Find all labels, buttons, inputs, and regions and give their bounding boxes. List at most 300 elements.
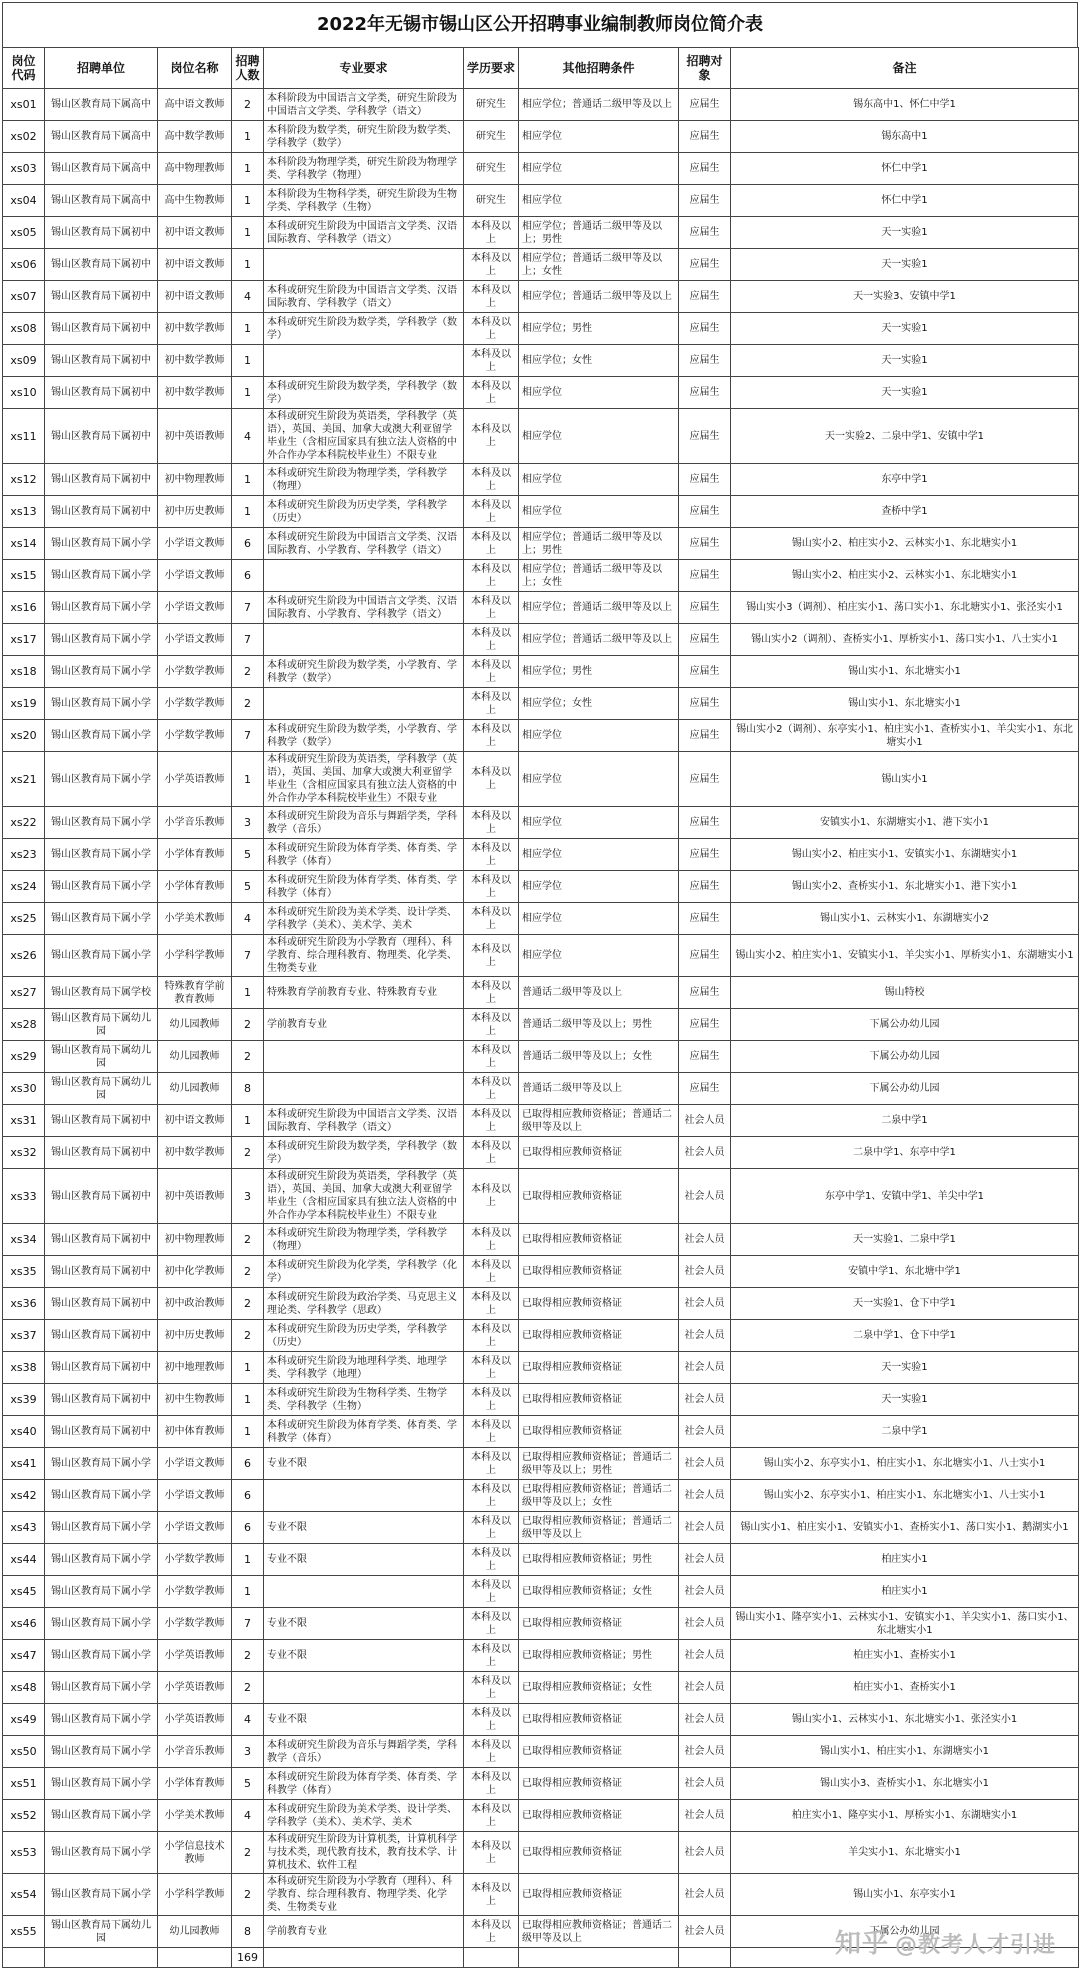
table-row xyxy=(3,281,1079,313)
cell-conditions: 相应学位 xyxy=(519,871,679,903)
cell-conditions: 已取得相应教师资格证 xyxy=(519,1704,679,1736)
cell-code: xs45 xyxy=(3,1576,45,1608)
zhihu-watermark xyxy=(835,1923,1056,1960)
cell-conditions: 已取得相应教师资格证；普通话二级甲等及以上；男性 xyxy=(519,1448,679,1480)
cell-conditions: 已取得相应教师资格证；普通话二级甲等及以上 xyxy=(519,1105,679,1137)
cell-unit: 锡山区教育局下属初中 xyxy=(45,313,158,345)
cell-conditions: 相应学位；普通话二级甲等及以上 xyxy=(519,281,679,313)
cell-target: 社会人员 xyxy=(679,1672,731,1704)
cell-count: 4 xyxy=(232,281,264,313)
cell-count: 7 xyxy=(232,1608,264,1640)
cell-major xyxy=(264,688,464,720)
total-empty-cell xyxy=(158,1948,232,1968)
cell-code: xs12 xyxy=(3,464,45,496)
cell-major: 本科或研究生阶段为美术学类、设计学类、学科教学（美术）、美术学、美术 xyxy=(264,903,464,935)
cell-notes: 怀仁中学1 xyxy=(731,153,1079,185)
cell-target: 社会人员 xyxy=(679,1576,731,1608)
cell-notes: 东亭中学1 xyxy=(731,464,1079,496)
cell-major: 本科或研究生阶段为中国语言文学类、汉语国际教育、小学教育、学科教学（语文） xyxy=(264,528,464,560)
cell-target: 社会人员 xyxy=(679,1169,731,1224)
cell-count: 2 xyxy=(232,1256,264,1288)
cell-code: xs35 xyxy=(3,1256,45,1288)
cell-notes: 下属公办幼儿园 xyxy=(731,1041,1079,1073)
cell-education: 本科及以上 xyxy=(464,249,519,281)
cell-code: xs04 xyxy=(3,185,45,217)
cell-notes: 锡东高中1、怀仁中学1 xyxy=(731,89,1079,121)
cell-major: 本科或研究生阶段为美术学类、设计学类、学科教学（美术）、美术学、美术 xyxy=(264,1800,464,1832)
cell-notes: 羊尖实小1、东北塘实小1 xyxy=(731,1832,1079,1874)
table-row xyxy=(3,1800,1079,1832)
cell-major: 本科或研究生阶段为历史学类，学科教学（历史） xyxy=(264,1320,464,1352)
table-row xyxy=(3,752,1079,807)
cell-education: 本科及以上 xyxy=(464,1224,519,1256)
cell-major: 本科或研究生阶段为数学类，学科教学（数学） xyxy=(264,377,464,409)
cell-conditions: 已取得相应教师资格证；男性 xyxy=(519,1544,679,1576)
cell-count: 1 xyxy=(232,1576,264,1608)
cell-notes: 二泉中学1 xyxy=(731,1416,1079,1448)
cell-major: 专业不限 xyxy=(264,1512,464,1544)
cell-major: 本科或研究生阶段为生物科学类、生物学类、学科教学（生物） xyxy=(264,1384,464,1416)
cell-target: 应届生 xyxy=(679,1041,731,1073)
cell-notes: 锡山实小1、云林实小1、东北塘实小1、张泾实小1 xyxy=(731,1704,1079,1736)
cell-major: 本科阶段为数学类，研究生阶段为数学类、学科教学（数学） xyxy=(264,121,464,153)
cell-target: 应届生 xyxy=(679,377,731,409)
cell-notes: 柏庄实小1、查桥实小1 xyxy=(731,1640,1079,1672)
cell-unit: 锡山区教育局下属小学 xyxy=(45,592,158,624)
cell-conditions: 相应学位 xyxy=(519,121,679,153)
cell-notes: 锡山实小2、柏庄实小2、云林实小1、东北塘实小1 xyxy=(731,560,1079,592)
cell-education: 研究生 xyxy=(464,89,519,121)
cell-education: 本科及以上 xyxy=(464,1800,519,1832)
cell-education: 本科及以上 xyxy=(464,1384,519,1416)
cell-unit: 锡山区教育局下属小学 xyxy=(45,528,158,560)
table-row xyxy=(3,89,1079,121)
cell-target: 应届生 xyxy=(679,1009,731,1041)
cell-position: 小学音乐教师 xyxy=(158,807,232,839)
cell-education: 本科及以上 xyxy=(464,977,519,1009)
cell-count: 5 xyxy=(232,839,264,871)
cell-unit: 锡山区教育局下属初中 xyxy=(45,1169,158,1224)
cell-target: 社会人员 xyxy=(679,1704,731,1736)
cell-position: 初中体育教师 xyxy=(158,1416,232,1448)
cell-code: xs43 xyxy=(3,1512,45,1544)
cell-unit: 锡山区教育局下属小学 xyxy=(45,1544,158,1576)
cell-count: 4 xyxy=(232,1704,264,1736)
cell-notes: 天一实验1 xyxy=(731,345,1079,377)
cell-count: 2 xyxy=(232,1874,264,1916)
cell-count: 2 xyxy=(232,1672,264,1704)
cell-education: 本科及以上 xyxy=(464,871,519,903)
cell-conditions: 相应学位；普通话二级甲等及以上；女性 xyxy=(519,249,679,281)
cell-count: 1 xyxy=(232,153,264,185)
cell-target: 社会人员 xyxy=(679,1800,731,1832)
cell-unit: 锡山区教育局下属小学 xyxy=(45,560,158,592)
cell-conditions: 相应学位；普通话二级甲等及以上；男性 xyxy=(519,217,679,249)
table-row xyxy=(3,1544,1079,1576)
cell-major: 专业不限 xyxy=(264,1544,464,1576)
cell-conditions: 相应学位；普通话二级甲等及以上 xyxy=(519,592,679,624)
cell-notes: 锡山实小1、柏庄实小1、东湖塘实小1 xyxy=(731,1736,1079,1768)
cell-conditions: 已取得相应教师资格证 xyxy=(519,1352,679,1384)
cell-conditions: 已取得相应教师资格证 xyxy=(519,1608,679,1640)
cell-position: 初中语文教师 xyxy=(158,217,232,249)
cell-count: 1 xyxy=(232,1416,264,1448)
cell-count: 6 xyxy=(232,560,264,592)
cell-code: xs18 xyxy=(3,656,45,688)
cell-target: 应届生 xyxy=(679,345,731,377)
cell-count: 2 xyxy=(232,1009,264,1041)
cell-target: 应届生 xyxy=(679,121,731,153)
cell-position: 初中语文教师 xyxy=(158,249,232,281)
cell-position: 初中地理教师 xyxy=(158,1352,232,1384)
cell-count: 1 xyxy=(232,377,264,409)
cell-unit: 锡山区教育局下属初中 xyxy=(45,1256,158,1288)
cell-conditions: 相应学位 xyxy=(519,377,679,409)
cell-code: xs19 xyxy=(3,688,45,720)
cell-position: 小学科学教师 xyxy=(158,935,232,977)
cell-position: 幼儿园教师 xyxy=(158,1009,232,1041)
total-empty-cell xyxy=(519,1948,679,1968)
cell-major: 本科或研究生阶段为小学教育（理科）、科学教育、综合理科教育、物理学类、化学类、生物类专业 xyxy=(264,1874,464,1916)
cell-notes: 锡山实小2、柏庄实小1、安镇实小1、羊尖实小1、厚桥实小1、东湖塘实小1 xyxy=(731,935,1079,977)
table-row xyxy=(3,1736,1079,1768)
cell-major xyxy=(264,1576,464,1608)
cell-notes: 安镇中学1、东北塘中学1 xyxy=(731,1256,1079,1288)
cell-unit: 锡山区教育局下属小学 xyxy=(45,688,158,720)
cell-education: 本科及以上 xyxy=(464,560,519,592)
cell-major: 本科或研究生阶段为中国语言文学类、汉语国际教育、学科教学（语文） xyxy=(264,281,464,313)
cell-code: xs24 xyxy=(3,871,45,903)
cell-conditions: 已取得相应教师资格证；普通话二级甲等及以上；女性 xyxy=(519,1480,679,1512)
cell-major: 学前教育专业 xyxy=(264,1916,464,1948)
cell-major: 本科或研究生阶段为体育学类、体育类、学科教学（体育） xyxy=(264,871,464,903)
cell-position: 小学英语教师 xyxy=(158,1672,232,1704)
cell-target: 应届生 xyxy=(679,752,731,807)
table-row xyxy=(3,313,1079,345)
cell-education: 研究生 xyxy=(464,153,519,185)
watermark-text: @教考人才引进 xyxy=(894,1933,1056,1958)
cell-target: 应届生 xyxy=(679,528,731,560)
cell-major xyxy=(264,1041,464,1073)
cell-unit: 锡山区教育局下属高中 xyxy=(45,121,158,153)
cell-education: 本科及以上 xyxy=(464,1041,519,1073)
cell-education: 本科及以上 xyxy=(464,1105,519,1137)
cell-code: xs13 xyxy=(3,496,45,528)
cell-position: 初中历史教师 xyxy=(158,496,232,528)
cell-major: 专业不限 xyxy=(264,1448,464,1480)
cell-unit: 锡山区教育局下属小学 xyxy=(45,1672,158,1704)
cell-count: 1 xyxy=(232,1105,264,1137)
table-row xyxy=(3,1672,1079,1704)
cell-target: 应届生 xyxy=(679,871,731,903)
cell-major: 特殊教育学前教育专业、特殊教育专业 xyxy=(264,977,464,1009)
table-row xyxy=(3,839,1079,871)
cell-count: 2 xyxy=(232,1640,264,1672)
cell-notes: 柏庄实小1 xyxy=(731,1576,1079,1608)
cell-education: 本科及以上 xyxy=(464,839,519,871)
cell-target: 应届生 xyxy=(679,720,731,752)
cell-target: 社会人员 xyxy=(679,1640,731,1672)
cell-target: 应届生 xyxy=(679,185,731,217)
cell-unit: 锡山区教育局下属小学 xyxy=(45,1576,158,1608)
cell-education: 本科及以上 xyxy=(464,528,519,560)
cell-conditions: 相应学位 xyxy=(519,153,679,185)
cell-education: 本科及以上 xyxy=(464,1169,519,1224)
cell-unit: 锡山区教育局下属小学 xyxy=(45,1448,158,1480)
table-row xyxy=(3,688,1079,720)
cell-code: xs31 xyxy=(3,1105,45,1137)
cell-conditions: 相应学位；普通话二级甲等及以上；女性 xyxy=(519,560,679,592)
cell-count: 7 xyxy=(232,624,264,656)
cell-count: 1 xyxy=(232,496,264,528)
cell-unit: 锡山区教育局下属小学 xyxy=(45,656,158,688)
cell-major: 本科或研究生阶段为中国语言文学类、汉语国际教育、小学教育、学科教学（语文） xyxy=(264,592,464,624)
cell-education: 本科及以上 xyxy=(464,1640,519,1672)
total-count: 169 xyxy=(232,1948,264,1968)
cell-code: xs33 xyxy=(3,1169,45,1224)
table-row xyxy=(3,1768,1079,1800)
cell-count: 1 xyxy=(232,345,264,377)
cell-major xyxy=(264,1672,464,1704)
cell-count: 2 xyxy=(232,1224,264,1256)
cell-count: 8 xyxy=(232,1916,264,1948)
cell-major: 本科或研究生阶段为体育学类、体育类、学科教学（体育） xyxy=(264,1768,464,1800)
cell-education: 本科及以上 xyxy=(464,1320,519,1352)
cell-conditions: 已取得相应教师资格证；普通话二级甲等及以上 xyxy=(519,1916,679,1948)
cell-code: xs37 xyxy=(3,1320,45,1352)
cell-major: 本科或研究生阶段为化学类，学科教学（化学） xyxy=(264,1256,464,1288)
header-position: 岗位名称 xyxy=(158,48,232,89)
cell-target: 社会人员 xyxy=(679,1320,731,1352)
cell-major: 本科或研究生阶段为物理学类，学科教学（物理） xyxy=(264,464,464,496)
cell-unit: 锡山区教育局下属小学 xyxy=(45,935,158,977)
cell-education: 本科及以上 xyxy=(464,688,519,720)
cell-unit: 锡山区教育局下属小学 xyxy=(45,1874,158,1916)
cell-unit: 锡山区教育局下属小学 xyxy=(45,871,158,903)
cell-unit: 锡山区教育局下属初中 xyxy=(45,217,158,249)
cell-education: 本科及以上 xyxy=(464,656,519,688)
cell-target: 应届生 xyxy=(679,839,731,871)
cell-count: 2 xyxy=(232,656,264,688)
cell-education: 本科及以上 xyxy=(464,1916,519,1948)
cell-major: 本科阶段为生物科学类，研究生阶段为生物学类、学科教学（生物） xyxy=(264,185,464,217)
table-row xyxy=(3,1384,1079,1416)
cell-code: xs53 xyxy=(3,1832,45,1874)
cell-code: xs49 xyxy=(3,1704,45,1736)
cell-position: 小学语文教师 xyxy=(158,624,232,656)
zhihu-logo: 知乎 xyxy=(834,1929,889,1959)
cell-unit: 锡山区教育局下属初中 xyxy=(45,1320,158,1352)
cell-education: 本科及以上 xyxy=(464,752,519,807)
cell-notes: 柏庄实小1 xyxy=(731,1544,1079,1576)
document-sheet xyxy=(2,2,1078,1968)
cell-major xyxy=(264,1073,464,1105)
cell-code: xs21 xyxy=(3,752,45,807)
cell-major xyxy=(264,560,464,592)
cell-position: 小学体育教师 xyxy=(158,1768,232,1800)
cell-position: 小学英语教师 xyxy=(158,752,232,807)
cell-target: 应届生 xyxy=(679,1073,731,1105)
cell-code: xs14 xyxy=(3,528,45,560)
cell-unit: 锡山区教育局下属初中 xyxy=(45,464,158,496)
cell-target: 社会人员 xyxy=(679,1874,731,1916)
table-row xyxy=(3,1137,1079,1169)
cell-count: 1 xyxy=(232,313,264,345)
table-row xyxy=(3,464,1079,496)
cell-education: 本科及以上 xyxy=(464,1352,519,1384)
cell-notes: 锡山实小2、查桥实小1、东北塘实小1、港下实小1 xyxy=(731,871,1079,903)
cell-count: 5 xyxy=(232,1768,264,1800)
cell-major: 本科或研究生阶段为数学类，小学教育、学科教学（数学） xyxy=(264,656,464,688)
table-row xyxy=(3,217,1079,249)
table-row xyxy=(3,1608,1079,1640)
cell-major: 本科或研究生阶段为音乐与舞蹈学类，学科教学（音乐） xyxy=(264,807,464,839)
cell-education: 本科及以上 xyxy=(464,1608,519,1640)
cell-education: 本科及以上 xyxy=(464,1874,519,1916)
cell-notes: 锡山实小2（调剂）、东亭实小1、柏庄实小1、查桥实小1、羊尖实小1、东北塘实小1 xyxy=(731,720,1079,752)
cell-conditions: 已取得相应教师资格证 xyxy=(519,1224,679,1256)
cell-conditions: 相应学位 xyxy=(519,464,679,496)
cell-code: xs23 xyxy=(3,839,45,871)
cell-code: xs02 xyxy=(3,121,45,153)
cell-unit: 锡山区教育局下属高中 xyxy=(45,153,158,185)
cell-education: 本科及以上 xyxy=(464,1416,519,1448)
cell-conditions: 相应学位 xyxy=(519,496,679,528)
cell-major: 学前教育专业 xyxy=(264,1009,464,1041)
cell-position: 幼儿园教师 xyxy=(158,1916,232,1948)
cell-major: 本科或研究生阶段为体育学类、体育类、学科教学（体育） xyxy=(264,839,464,871)
cell-target: 应届生 xyxy=(679,903,731,935)
cell-notes: 锡山实小1、东亭实小1 xyxy=(731,1874,1079,1916)
table-row xyxy=(3,153,1079,185)
cell-count: 1 xyxy=(232,217,264,249)
cell-notes: 天一实验1 xyxy=(731,217,1079,249)
table-row xyxy=(3,1320,1079,1352)
cell-conditions: 相应学位；普通话二级甲等及以上 xyxy=(519,89,679,121)
cell-position: 初中生物教师 xyxy=(158,1384,232,1416)
table-row xyxy=(3,528,1079,560)
cell-count: 2 xyxy=(232,1041,264,1073)
cell-count: 6 xyxy=(232,1512,264,1544)
cell-code: xs25 xyxy=(3,903,45,935)
cell-code: xs03 xyxy=(3,153,45,185)
cell-major: 本科或研究生阶段为中国语言文学类、汉语国际教育、学科教学（语文） xyxy=(264,1105,464,1137)
cell-major: 专业不限 xyxy=(264,1640,464,1672)
cell-count: 7 xyxy=(232,935,264,977)
cell-code: xs41 xyxy=(3,1448,45,1480)
cell-conditions: 相应学位 xyxy=(519,935,679,977)
cell-major: 本科或研究生阶段为数学类，小学教育、学科教学（数学） xyxy=(264,720,464,752)
cell-count: 1 xyxy=(232,249,264,281)
cell-unit: 锡山区教育局下属初中 xyxy=(45,281,158,313)
cell-conditions: 已取得相应教师资格证；女性 xyxy=(519,1672,679,1704)
cell-code: xs06 xyxy=(3,249,45,281)
cell-code: xs42 xyxy=(3,1480,45,1512)
cell-conditions: 相应学位 xyxy=(519,720,679,752)
cell-target: 社会人员 xyxy=(679,1448,731,1480)
cell-target: 应届生 xyxy=(679,249,731,281)
cell-conditions: 普通话二级甲等及以上；女性 xyxy=(519,1041,679,1073)
cell-target: 社会人员 xyxy=(679,1544,731,1576)
cell-unit: 锡山区教育局下属幼儿园 xyxy=(45,1073,158,1105)
cell-count: 2 xyxy=(232,1320,264,1352)
cell-position: 小学数学教师 xyxy=(158,1576,232,1608)
cell-education: 本科及以上 xyxy=(464,1073,519,1105)
cell-notes: 锡东高中1 xyxy=(731,121,1079,153)
cell-conditions: 已取得相应教师资格证 xyxy=(519,1832,679,1874)
table-row xyxy=(3,807,1079,839)
cell-position: 小学体育教师 xyxy=(158,839,232,871)
table-row xyxy=(3,1105,1079,1137)
cell-count: 4 xyxy=(232,1800,264,1832)
cell-count: 8 xyxy=(232,1073,264,1105)
total-empty-cell xyxy=(679,1948,731,1968)
cell-position: 小学语文教师 xyxy=(158,528,232,560)
cell-notes: 锡山实小3、查桥实小1、东北塘实小1 xyxy=(731,1768,1079,1800)
cell-unit: 锡山区教育局下属小学 xyxy=(45,752,158,807)
cell-major xyxy=(264,1480,464,1512)
cell-target: 应届生 xyxy=(679,656,731,688)
total-empty-cell xyxy=(45,1948,158,1968)
cell-major xyxy=(264,249,464,281)
cell-major: 本科或研究生阶段为历史学类，学科教学（历史） xyxy=(264,496,464,528)
cell-conditions: 相应学位；普通话二级甲等及以上 xyxy=(519,624,679,656)
cell-unit: 锡山区教育局下属小学 xyxy=(45,839,158,871)
cell-position: 初中数学教师 xyxy=(158,313,232,345)
cell-position: 小学英语教师 xyxy=(158,1704,232,1736)
cell-major: 本科或研究生阶段为地理科学类、地理学类、学科教学（地理） xyxy=(264,1352,464,1384)
cell-education: 本科及以上 xyxy=(464,464,519,496)
total-empty-cell xyxy=(264,1948,464,1968)
cell-code: xs51 xyxy=(3,1768,45,1800)
cell-education: 本科及以上 xyxy=(464,1544,519,1576)
cell-major: 本科或研究生阶段为计算机类，计算机科学与技术类，现代教育技术，教育技术学、计算机技术、软件工程 xyxy=(264,1832,464,1874)
cell-unit: 锡山区教育局下属小学 xyxy=(45,1800,158,1832)
table-row xyxy=(3,345,1079,377)
cell-unit: 锡山区教育局下属学校 xyxy=(45,977,158,1009)
cell-target: 应届生 xyxy=(679,807,731,839)
cell-position: 高中生物教师 xyxy=(158,185,232,217)
table-row xyxy=(3,935,1079,977)
cell-unit: 锡山区教育局下属初中 xyxy=(45,1224,158,1256)
cell-position: 幼儿园教师 xyxy=(158,1073,232,1105)
header-notes: 备注 xyxy=(731,48,1079,89)
cell-position: 小学数学教师 xyxy=(158,1544,232,1576)
cell-conditions: 已取得相应教师资格证 xyxy=(519,1137,679,1169)
cell-position: 初中化学教师 xyxy=(158,1256,232,1288)
cell-target: 社会人员 xyxy=(679,1480,731,1512)
header-code: 岗位代码 xyxy=(3,48,45,89)
table-row xyxy=(3,1480,1079,1512)
cell-notes: 天一实验1 xyxy=(731,377,1079,409)
cell-position: 初中物理教师 xyxy=(158,464,232,496)
cell-code: xs54 xyxy=(3,1874,45,1916)
cell-code: xs39 xyxy=(3,1384,45,1416)
header-conditions: 其他招聘条件 xyxy=(519,48,679,89)
header-major: 专业要求 xyxy=(264,48,464,89)
cell-unit: 锡山区教育局下属小学 xyxy=(45,1608,158,1640)
cell-target: 应届生 xyxy=(679,313,731,345)
cell-code: xs26 xyxy=(3,935,45,977)
cell-target: 应届生 xyxy=(679,89,731,121)
cell-target: 社会人员 xyxy=(679,1512,731,1544)
table-row xyxy=(3,409,1079,464)
table-row xyxy=(3,1874,1079,1916)
cell-conditions: 已取得相应教师资格证 xyxy=(519,1736,679,1768)
cell-unit: 锡山区教育局下属小学 xyxy=(45,1480,158,1512)
cell-unit: 锡山区教育局下属小学 xyxy=(45,720,158,752)
cell-education: 本科及以上 xyxy=(464,1009,519,1041)
